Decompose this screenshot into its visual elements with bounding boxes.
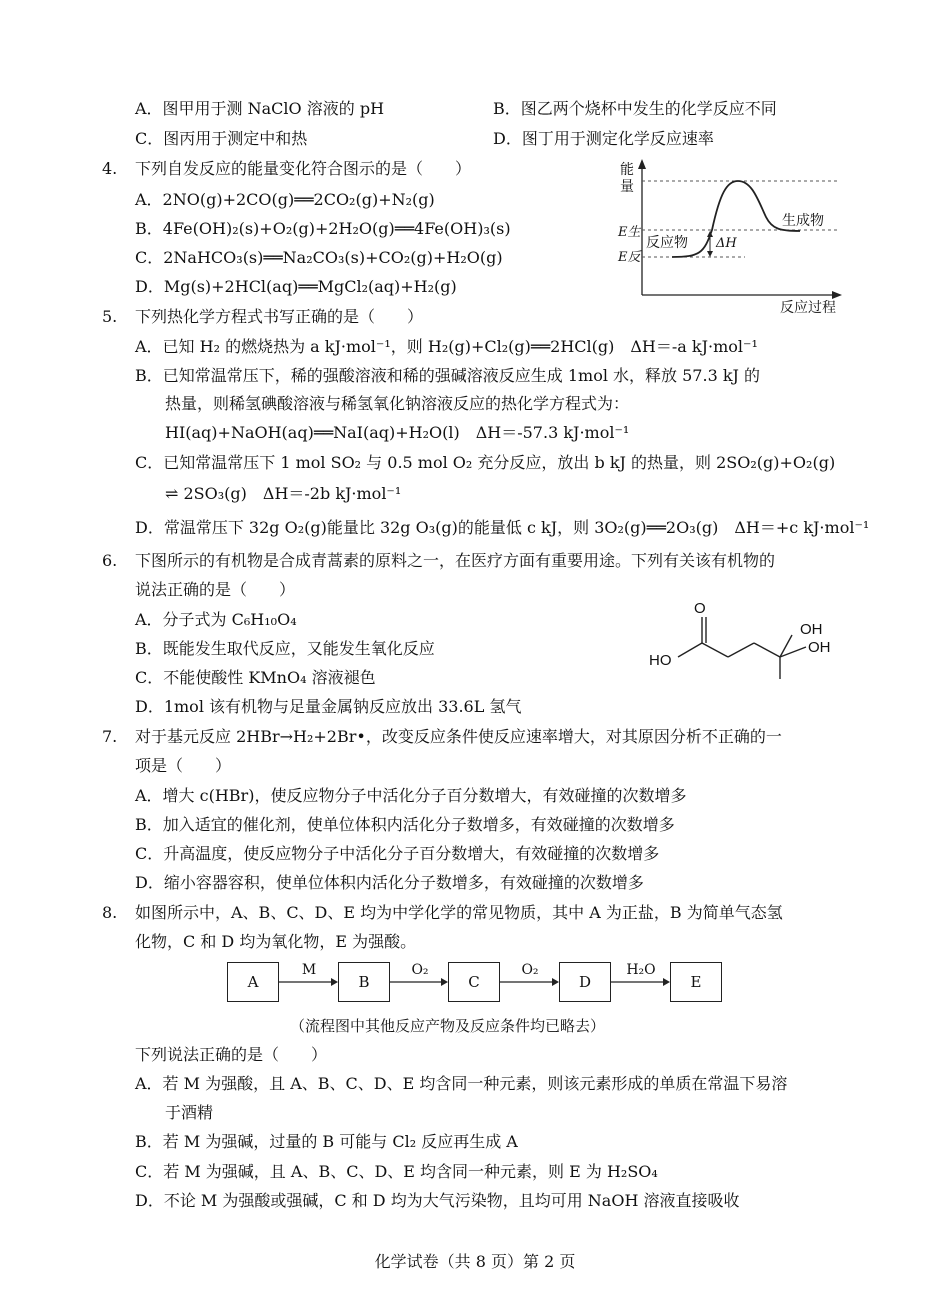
q6-stem-line2: 说法正确的是（ ） (135, 580, 296, 599)
q8-stem-line3: 下列说法正确的是（ ） (135, 1045, 328, 1064)
flow-box-c: C (448, 962, 500, 1002)
oh-label-upper: OH (800, 621, 823, 638)
flow-arrow-label-o2-2: O₂ (521, 962, 539, 978)
product-label: 生成物 (782, 213, 824, 229)
q4-option-a: A．2NO(g)+2CO(g)══2CO₂(g)+N₂(g) (135, 190, 435, 209)
q8-option-a-line2: 于酒精 (165, 1103, 214, 1122)
q5-option-b-line1: B．已知常温常压下，稀的强酸溶液和稀的强碱溶液反应生成 1mol 水，释放 57.3 kJ 的 (135, 366, 761, 385)
energy-axis-label-2: 量 (620, 179, 634, 195)
delta-h-label: ΔH (716, 236, 737, 251)
q6-stem-line1: 下图所示的有机物是合成青蒿素的原料之一，在医疗方面有重要用途。下列有关该有机物的 (135, 551, 776, 570)
q4-option-b: B．4Fe(OH)₂(s)+O₂(g)+2H₂O(g)══4Fe(OH)₃(s) (135, 219, 511, 238)
q5-option-b-line2: 热量，则稀氢碘酸溶液与稀氢氧化钠溶液反应的热化学方程式为： (165, 394, 630, 413)
q6-number: 6. (102, 551, 118, 570)
q8-stem-line2: 化物，C 和 D 均为氧化物，E 为强酸。 (135, 932, 417, 951)
q8-option-b: B．若 M 为强碱，过量的 B 可能与 Cl₂ 反应再生成 A (135, 1132, 518, 1151)
q3-option-d: D．图丁用于测定化学反应速率 (493, 129, 714, 148)
q5-option-c-line2: ⇌ 2SO₃(g) ΔH＝-2b kJ·mol⁻¹ (165, 484, 402, 503)
carbonyl-oxygen-label: O (694, 600, 706, 617)
q6-option-d: D．1mol 该有机物与足量金属钠反应放出 33.6L 氢气 (135, 697, 522, 716)
q6-option-b: B．既能发生取代反应，又能发生氧化反应 (135, 639, 435, 658)
q7-option-a: A．增大 c(HBr)，使反应物分子中活化分子百分数增大，有效碰撞的次数增多 (135, 786, 687, 805)
q5-option-c-line1: C．已知常温常压下 1 mol SO₂ 与 0.5 mol O₂ 充分反应，放出 b kJ 的热量，则 2SO₂(g)+O₂(g) (135, 453, 836, 472)
q3-option-c: C．图丙用于测定中和热 (135, 129, 308, 148)
q8-option-a-line1: A．若 M 为强酸，且 A、B、C、D、E 均含同一种元素，则该元素形成的单质在常温下易溶 (135, 1074, 788, 1093)
e-reactant-label: E反 (618, 250, 641, 265)
flow-box-d: D (559, 962, 611, 1002)
q4-number: 4. (102, 159, 118, 178)
q7-option-b: B．加入适宜的催化剂，使单位体积内活化分子数增多，有效碰撞的次数增多 (135, 815, 675, 834)
q8-number: 8. (102, 903, 118, 922)
flow-arrow-label-h2o: H₂O (626, 962, 656, 978)
q8-option-c: C．若 M 为强碱，且 A、B、C、D、E 均含同一种元素，则 E 为 H₂SO₄ (135, 1162, 658, 1181)
q7-stem-line2: 项是（ ） (135, 756, 232, 775)
ho-label: HO (649, 652, 672, 669)
q7-stem-line1: 对于基元反应 2HBr→H₂+2Br•，改变反应条件使反应速率增大，对其原因分析不正确的一 (135, 727, 782, 746)
reaction-process-label: 反应过程 (780, 300, 836, 316)
q4-stem: 下列自发反应的能量变化符合图示的是（ ） (135, 159, 472, 178)
flow-arrow-label-m: M (301, 962, 317, 978)
q6-option-a: A．分子式为 C₆H₁₀O₄ (135, 610, 297, 629)
q7-option-c: C．升高温度，使反应物分子中活化分子百分数增大，有效碰撞的次数增多 (135, 844, 660, 863)
q4-option-c: C．2NaHCO₃(s)══Na₂CO₃(s)+CO₂(g)+H₂O(g) (135, 248, 503, 267)
q7-number: 7. (102, 727, 118, 746)
page-footer: 化学试卷（共 8 页）第 2 页 (374, 1252, 576, 1271)
q5-number: 5. (102, 307, 118, 326)
q5-option-b-line3: HI(aq)+NaOH(aq)══NaI(aq)+H₂O(l) ΔH＝-57.3 kJ·mol⁻¹ (165, 423, 630, 442)
energy-axis-label-1: 能 (620, 162, 634, 178)
e-product-label: E生 (618, 225, 641, 240)
q4-option-d: D．Mg(s)+2HCl(aq)══MgCl₂(aq)+H₂(g) (135, 277, 457, 296)
reactant-label: 反应物 (646, 235, 688, 251)
flow-caption: （流程图中其他反应产物及反应条件均已略去） (290, 1017, 606, 1035)
q6-option-c: C．不能使酸性 KMnO₄ 溶液褪色 (135, 668, 376, 687)
q5-stem: 下列热化学方程式书写正确的是（ ） (135, 307, 424, 326)
q3-option-a: A．图甲用于测 NaClO 溶液的 pH (135, 99, 385, 118)
q8-stem-line1: 如图所示中，A、B、C、D、E 均为中学化学的常见物质，其中 A 为正盐，B 为简单气态氢 (135, 903, 783, 922)
flow-box-a: A (227, 962, 279, 1002)
q8-option-d: D．不论 M 为强酸或强碱，C 和 D 均为大气污染物，且均可用 NaOH 溶液直接吸收 (135, 1191, 740, 1210)
q5-option-a: A．已知 H₂ 的燃烧热为 a kJ·mol⁻¹，则 H₂(g)+Cl₂(g)══2HCl(g) ΔH＝-a kJ·mol⁻¹ (135, 337, 758, 356)
flow-arrow-label-o2-1: O₂ (411, 962, 429, 978)
q3-option-b: B．图乙两个烧杯中发生的化学反应不同 (493, 99, 777, 118)
flow-box-e: E (670, 962, 722, 1002)
oh-label-lower: OH (808, 639, 831, 656)
flow-box-b: B (338, 962, 390, 1002)
q5-option-d: D．常温常压下 32g O₂(g)能量比 32g O₃(g)的能量低 c kJ，则 3O₂(g)══2O₃(g) ΔH＝+c kJ·mol⁻¹ (135, 518, 870, 537)
q7-option-d: D．缩小容器容积，使单位体积内活化分子数增多，有效碰撞的次数增多 (135, 873, 644, 892)
